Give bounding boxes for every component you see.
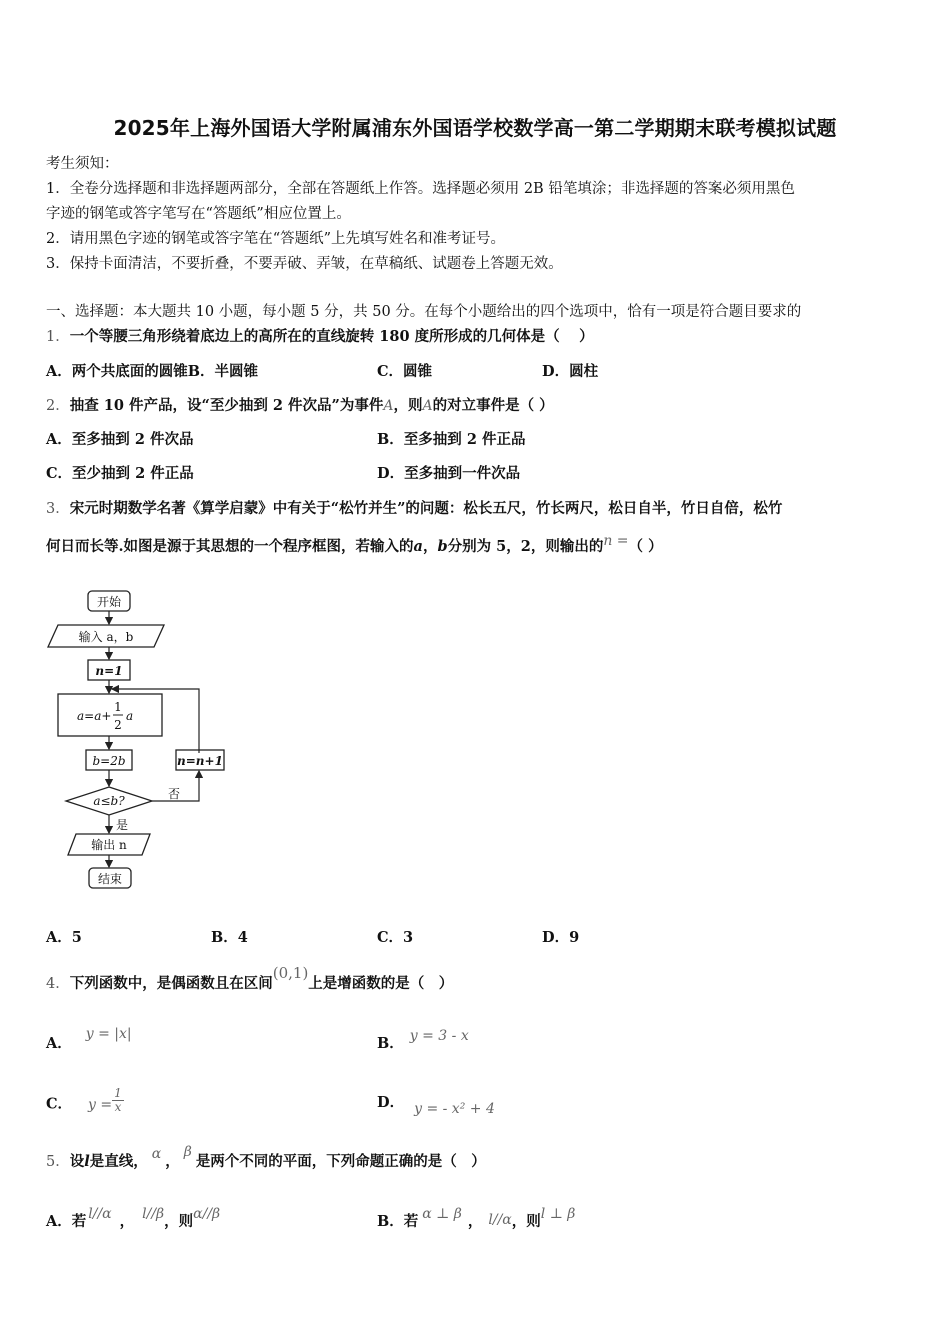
question-stem: 一个等腰三角形绕着底边上的高所在的直线旋转 180 度所形成的几何体是（ ）	[69, 328, 594, 345]
notice-item-3: 3．保持卡面清洁，不要折叠，不要弄破、弄皱，在草稿纸、试题卷上答题无效。	[46, 256, 563, 272]
flow-yes-label: 是	[116, 818, 129, 832]
q4-option-a[interactable]: A．y = |x|	[46, 1026, 132, 1052]
program-flowchart	[44, 585, 244, 895]
flow-update-a-lhs: a=a+	[77, 709, 112, 723]
question-3: 3．宋元时期数学名著《算学启蒙》中有关于“松竹并生”的问题：松长五尺，竹长两尺，松日自半，竹日自倍，松竹	[46, 500, 783, 517]
q1-option-d[interactable]: D．圆柱	[542, 363, 599, 380]
flow-update-a-rhs: a	[126, 709, 134, 723]
notice-heading: 考生须知：	[46, 156, 119, 172]
q5-option-a[interactable]: A．若 l//α ， l//β，则α//β	[46, 1206, 221, 1230]
q1-option-a[interactable]: A．两个共底面的圆锥B．半圆锥	[46, 363, 259, 380]
q4-option-b[interactable]: B． y = 3 - x	[377, 1028, 469, 1052]
notice-item-2: 2．请用黑色字迹的钢笔或答字笔在“答题纸”上先填写姓名和准考证号。	[46, 231, 506, 247]
q4-option-c[interactable]: C． y = $\frac{1}{x}$	[46, 1086, 122, 1114]
q2-option-a[interactable]: A．至多抽到 2 件次品	[46, 431, 194, 448]
q4-option-d[interactable]: D． y = - x² + 4	[377, 1094, 495, 1117]
question-4: 4．下列函数中，是偶函数且在区间(0,1)上是增函数的是（ ）	[46, 964, 454, 992]
flow-increment-label: n=n+1	[177, 754, 223, 768]
question-5: 5．设l是直线， α ，β是两个不同的平面，下列命题正确的是（ ）	[46, 1144, 486, 1170]
question-2: 2．抽查 10 件产品，设“至少抽到 2 件次品”为事件A，则A的对立事件是（ ）	[46, 397, 554, 414]
notice-item-1-cont: 字迹的钢笔或答字笔写在“答题纸”相应位置上。	[46, 206, 351, 222]
flow-update-a-den: 2	[114, 718, 122, 732]
question-3-cont: 何日而长等.如图是源于其思想的一个程序框图，若输入的a，b分别为 5，2，则输出的n =（ ）	[46, 533, 663, 555]
notice-item-1: 1．全卷分选择题和非选择题两部分，全部在答题纸上作答。选择题必须用 2B 铅笔填涂；非选择题的答案必须用黑色	[46, 181, 795, 197]
flow-end-label: 结束	[97, 872, 123, 886]
q3-option-c[interactable]: C．3	[377, 929, 414, 946]
q3-option-a[interactable]: A．5	[46, 929, 82, 946]
q3-option-b[interactable]: B．4	[211, 929, 248, 946]
q3-option-d[interactable]: D．9	[542, 929, 580, 946]
q2-option-b[interactable]: B．至多抽到 2 件正品	[377, 431, 526, 448]
page-title: 2025年上海外国语大学附属浦东外国语学校数学高一第二学期期末联考模拟试题	[113, 116, 837, 140]
q5-option-b[interactable]: B．若 α ⊥ β ， l//α，则l ⊥ β	[377, 1206, 576, 1230]
flow-condition-label: a≤b?	[93, 794, 125, 808]
flow-output-label: 输出 n	[91, 838, 127, 852]
question-number: 1．	[46, 329, 70, 345]
q2-option-d[interactable]: D．至多抽到一件次品	[377, 465, 521, 482]
question-1	[46, 325, 594, 346]
flow-input-label: 输入 a，b	[78, 630, 134, 644]
flow-no-label: 否	[168, 787, 181, 801]
flow-init-label: n=1	[95, 664, 123, 678]
flow-update-a-num: 1	[114, 700, 122, 714]
flow-start-label: 开始	[96, 595, 122, 609]
section-heading: 一、选择题：本大题共 10 小题，每小题 5 分，共 50 分。在每个小题给出的四个选项中，恰有一项是符合题目要求的	[46, 304, 802, 320]
q2-option-c[interactable]: C．至少抽到 2 件正品	[46, 465, 194, 482]
q1-option-c[interactable]: C．圆锥	[377, 363, 433, 380]
flow-update-b-label: b=2b	[92, 754, 126, 768]
